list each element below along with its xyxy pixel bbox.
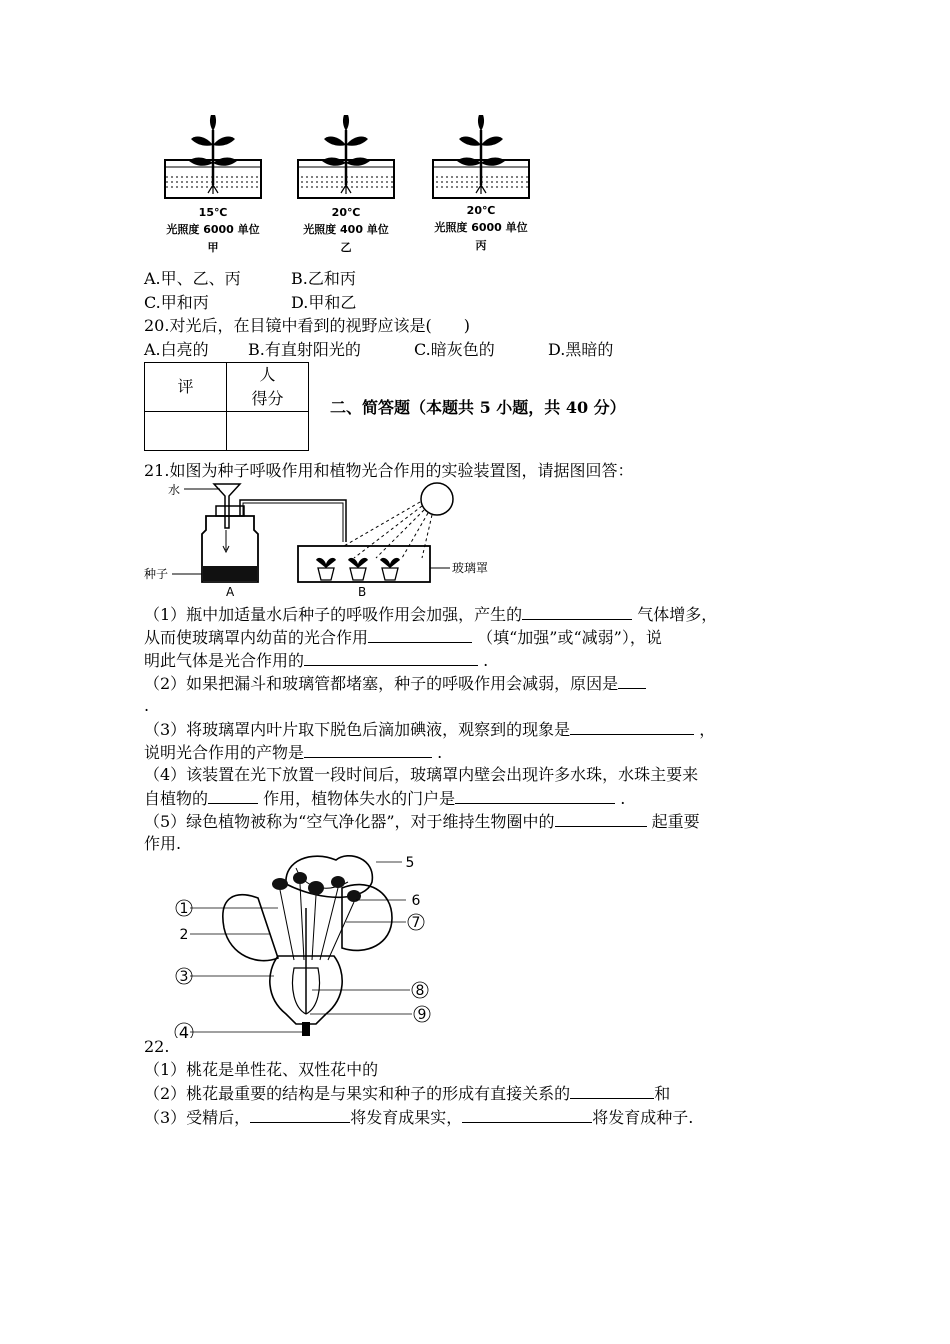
flower-label-7: 7 [411, 915, 421, 931]
flower-label-4: 4 [178, 1023, 190, 1038]
flower-label-2: 2 [179, 927, 189, 943]
q22-blank-fruit[interactable] [250, 1106, 350, 1123]
q21-p1-line2: 从而使玻璃罩内幼苗的光合作用 （填“加强”或“减弱”），说 [144, 628, 662, 647]
q21-p2-line1: （2）如果把漏斗和玻璃管都堵塞，种子的呼吸作用会减弱，原因是 [144, 672, 646, 695]
q22-p3: （3）受精后， 将发育成果实， 将发育成种子. [144, 1108, 694, 1127]
q21-blank-phenomenon[interactable] [570, 718, 694, 735]
q22-blank-seed[interactable] [462, 1106, 592, 1123]
q21-blank-gas[interactable] [522, 603, 632, 620]
q21-p5-line2: 作用. [144, 834, 182, 853]
score-table [144, 362, 309, 451]
label-a: A [226, 585, 235, 599]
flower-figure [166, 848, 456, 1038]
q20-option-a: A.白亮的 [144, 340, 209, 359]
score-cell-score [227, 363, 309, 412]
q19-option-d: D.甲和乙 [291, 293, 357, 312]
q20-option-c: C.暗灰色的 [414, 340, 495, 359]
q21-blank-reason[interactable] [618, 672, 646, 689]
flower-label-3: 3 [179, 969, 189, 985]
q21-p4-line1: （4）该装置在光下放置一段时间后，玻璃罩内壁会出现许多水珠，水珠主要来 [144, 765, 699, 784]
q22-p1: （1）桃花是单性花、双性花中的 [144, 1060, 379, 1079]
flower-label-8: 8 [415, 983, 425, 999]
flower-label-6: 6 [411, 893, 421, 909]
seed-label: 种子 [144, 567, 169, 581]
pots-figure [150, 115, 570, 255]
q19-option-b: B.乙和丙 [291, 269, 356, 288]
q21-p5-line1: （5）绿色植物被称为“空气净化器”，对于维持生物圈中的 起重要 [144, 812, 700, 831]
water-label: 水 [168, 483, 181, 497]
q21-p3-line2: 说明光合作用的产物是 . [144, 743, 443, 762]
pot1-label: 甲 [207, 241, 219, 254]
q22-number: 22. [144, 1037, 170, 1056]
q19-option-c: C.甲和丙 [144, 293, 209, 312]
pot-yi [298, 115, 394, 198]
q20-option-d: D.黑暗的 [548, 340, 614, 359]
glass-cover-label: 玻璃罩 [452, 561, 489, 575]
pot1-light: 光照度 6000 单位 [166, 223, 260, 236]
score-cell-reviewer: 评 [145, 363, 227, 412]
flower-label-5: 5 [405, 855, 415, 871]
q20-stem: 20.对光后，在目镜中看到的视野应该是( ) [144, 316, 470, 335]
q21-p4-line2: 自植物的 作用，植物体失水的门户是 . [144, 789, 626, 808]
q21-blank-balance[interactable] [555, 810, 647, 827]
q21-p3-line1: （3）将玻璃罩内叶片取下脱色后滴加碘液，观察到的现象是 ， [144, 720, 716, 739]
pot2-light: 光照度 400 单位 [303, 223, 389, 236]
q21-blank-stomata[interactable] [455, 787, 615, 804]
q21-blank-photosynthesis[interactable] [368, 626, 472, 643]
flower-label-9: 9 [417, 1007, 427, 1023]
q21-p1-line1: （1）瓶中加适量水后种子的呼吸作用会加强，产生的 气体增多， [144, 605, 718, 624]
q20-option-b: B.有直射阳光的 [248, 340, 361, 359]
q22-p2: （2）桃花最重要的结构是与果实和种子的形成有直接关系的 和 [144, 1084, 671, 1103]
q21-blank-raw-material[interactable] [304, 649, 478, 666]
pot3-temp: 20℃ [466, 204, 496, 217]
section-2-title: 二、简答题（本题共 5 小题，共 40 分） [330, 398, 626, 417]
pot1-temp: 15℃ [198, 206, 228, 219]
score-cell-line2: 得分 [251, 389, 284, 408]
experiment-figure [140, 480, 520, 600]
pot3-light: 光照度 6000 单位 [434, 221, 528, 234]
score-cell-line1: 人 [259, 365, 276, 384]
flower-label-1: 1 [179, 901, 189, 917]
q21-stem: 21.如图为种子呼吸作用和植物光合作用的实验装置图，请据图回答： [144, 461, 634, 480]
pot2-label: 乙 [340, 241, 352, 254]
pot3-label: 丙 [475, 239, 487, 252]
q19-option-a: A.甲、乙、丙 [144, 269, 241, 288]
label-b: B [358, 585, 367, 599]
score-cell-empty-2[interactable] [227, 412, 309, 451]
pot-jia [165, 115, 261, 198]
q21-blank-product[interactable] [304, 741, 432, 758]
q21-p2-line2: . [144, 696, 150, 715]
score-cell-empty-1[interactable] [145, 412, 227, 451]
pot-bing [433, 115, 529, 198]
q21-p1-line3: 明此气体是光合作用的 . [144, 651, 489, 670]
q21-blank-action[interactable] [208, 787, 258, 804]
q22-blank-structure[interactable] [570, 1082, 654, 1099]
pot2-temp: 20℃ [331, 206, 361, 219]
